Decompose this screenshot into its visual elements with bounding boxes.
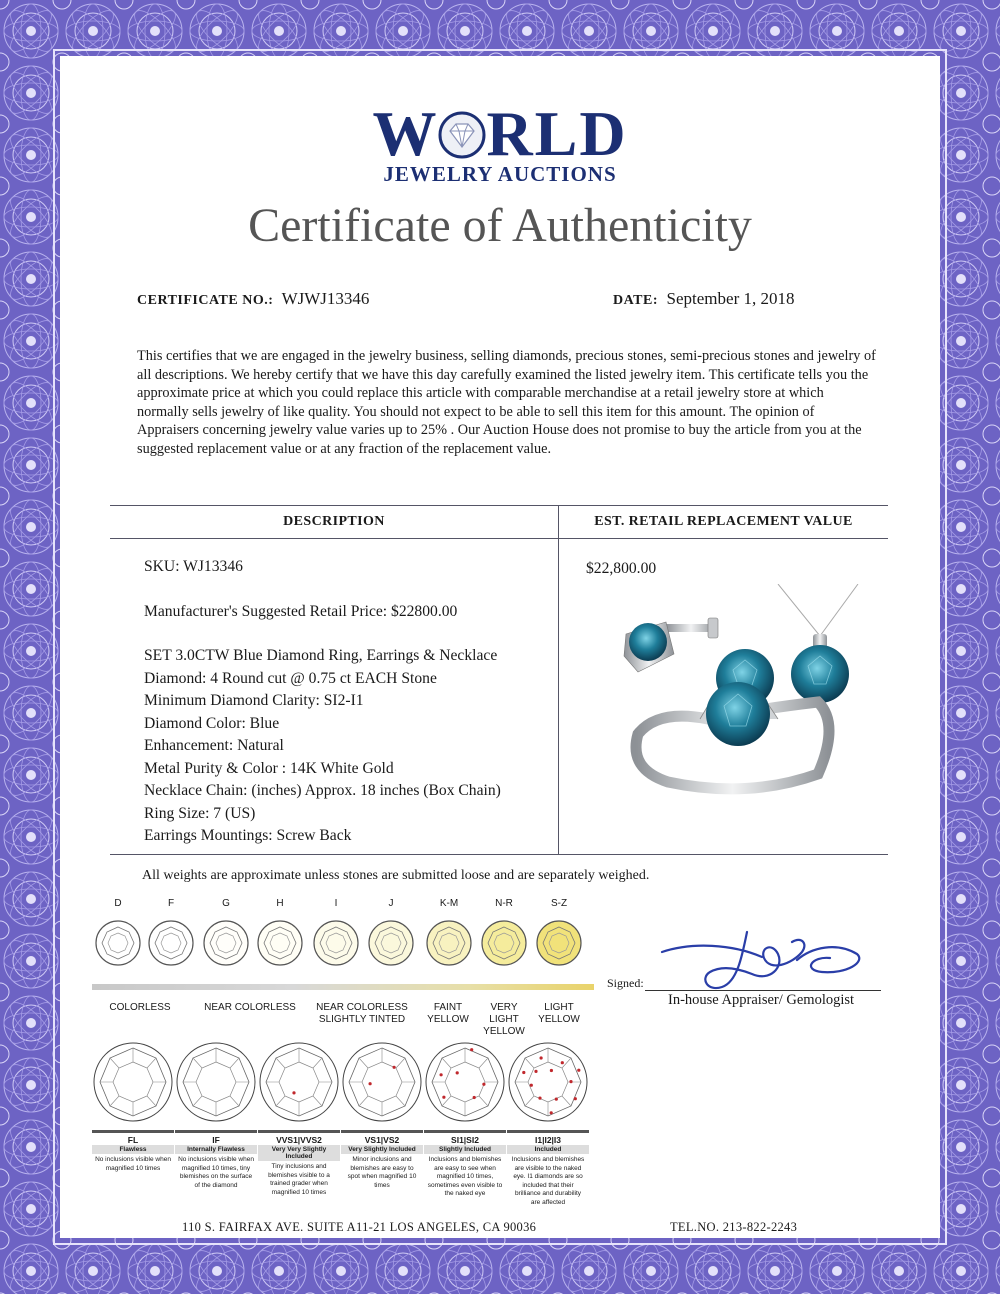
msrp-line: Manufacturer's Suggested Retail Price: $22800.00: [144, 602, 458, 620]
clarity-name: Slightly Included: [424, 1145, 506, 1154]
spec-list: [144, 645, 554, 848]
description-header: DESCRIPTION: [110, 506, 558, 539]
color-category-label: [423, 1002, 473, 1026]
spec-line: SET 3.0CTW Blue Diamond Ring, Earrings & Necklace: [144, 647, 498, 664]
color-grade-label: D: [114, 898, 122, 909]
color-stone-icon: [146, 918, 196, 968]
color-stone-icon: [93, 918, 143, 968]
color-stone-icon: [424, 918, 474, 968]
clarity-stone-icon: [341, 1038, 423, 1124]
color-stone-icon: [366, 918, 416, 968]
color-category-label: [476, 1002, 532, 1038]
clarity-grade: [175, 1130, 257, 1192]
spec-line: Minimum Diamond Clarity: SI2-I1: [144, 692, 364, 709]
color-stone-icon: [479, 918, 529, 968]
clarity-name: Flawless: [92, 1145, 174, 1154]
footer-telephone: TEL.NO. 213-822-2243: [670, 1220, 798, 1234]
logo-wordmark: W RLD: [372, 98, 628, 169]
color-category-line2: YELLOW: [538, 1014, 580, 1025]
spec-line: Diamond: 4 Round cut @ 0.75 ct EACH Stone: [144, 669, 437, 687]
clarity-description: No inclusions visible when magnified 10 times: [95, 1156, 171, 1172]
clarity-code: VVS1|VVS2: [276, 1135, 322, 1145]
color-grade-label: I: [334, 898, 338, 909]
clarity-stone-icon: [258, 1038, 340, 1124]
color-stone-icon: [255, 918, 305, 968]
color-grade-label: G: [222, 898, 230, 909]
clarity-grade: [258, 1130, 340, 1199]
clarity-name: Included: [507, 1145, 589, 1154]
clarity-description: No inclusions visible when magnified 10 times, tiny blemishes on the surface of the diamond: [178, 1156, 254, 1189]
spec-line: Enhancement: Natural: [144, 737, 284, 754]
spec-line: Metal Purity & Color : 14K White Gold: [144, 759, 394, 777]
color-category-label: [307, 1002, 417, 1026]
color-category-label: [95, 1002, 185, 1014]
jewelry-set-image: [608, 584, 878, 816]
spec-line: Earrings Mountings: Screw Back: [144, 827, 352, 844]
signature-block: [607, 908, 907, 1008]
certificate-body: [62, 58, 938, 1236]
color-category-line1: COLORLESS: [109, 1002, 171, 1013]
diamond-grading-chart: [92, 898, 604, 1238]
spec-line: Ring Size: 7 (US): [144, 804, 256, 822]
certificate-number: [137, 289, 369, 309]
color-scale-bar: [92, 984, 594, 990]
color-grade-label: F: [167, 898, 175, 909]
clarity-description: Inclusions and blemishes are visible to the naked eye. I1 diamonds are so included that their brilliance and durability are affected: [511, 1156, 585, 1206]
clarity-stone-icon: [92, 1038, 174, 1124]
logo-subtitle: JEWELRY AUCTIONS: [383, 162, 617, 186]
clarity-code: FL: [127, 1135, 139, 1145]
color-category-line1: NEAR COLORLESS: [204, 1002, 296, 1013]
color-grade-label: H: [276, 898, 284, 909]
description-table: [110, 505, 888, 855]
replacement-value: $22,800.00: [586, 560, 657, 577]
certificate-title: Certificate of Authenticity: [248, 199, 752, 252]
clarity-name: Very Slightly Included: [341, 1145, 423, 1154]
clarity-description: Inclusions and blemishes are easy to see when magnified 10 times, sometimes even visible to the naked eye: [427, 1156, 503, 1197]
clarity-grade: [424, 1130, 506, 1201]
footer-address: 110 S. FAIRFAX AVE. SUITE A11-21 LOS ANGELES, CA 90036: [182, 1220, 537, 1234]
diamond-icon: [438, 106, 486, 154]
description-cell: [144, 556, 554, 848]
certificate-date: [613, 289, 794, 309]
color-stone-icon: [534, 918, 584, 968]
clarity-code: SI1|SI2: [451, 1135, 479, 1145]
table-divider: [558, 506, 559, 854]
color-category-label: [534, 1002, 584, 1026]
date-value: September 1, 2018: [666, 289, 795, 308]
clarity-code: VS1|VS2: [364, 1135, 400, 1145]
color-category-label: [195, 1002, 305, 1014]
clarity-description: Minor inclusions and blemishes are easy to spot when magnified 10 times: [347, 1156, 417, 1189]
color-category-line2: YELLOW: [427, 1014, 469, 1025]
certificate-number-value: WJWJ13346: [281, 289, 370, 308]
spec-line: Necklace Chain: (inches) Approx. 18 inches (Box Chain): [144, 782, 501, 799]
color-grade-label: K-M: [439, 898, 459, 909]
spec-line: Diamond Color: Blue: [144, 714, 280, 732]
clarity-code: IF: [212, 1135, 220, 1145]
handwritten-signature: [652, 912, 872, 1002]
color-category-line1: FAINT: [433, 1002, 463, 1013]
color-stone-icon: [311, 918, 361, 968]
certificate-number-label: CERTIFICATE NO.:: [137, 293, 274, 308]
world-jewelry-logo: [62, 98, 938, 187]
appraiser-role: In-house Appraiser/ Gemologist: [668, 992, 855, 1008]
color-category-line1: NEAR COLORLESS: [316, 1002, 408, 1013]
clarity-code: I1|I2|I3: [534, 1135, 562, 1145]
color-category-line2: YELLOW: [483, 1026, 525, 1037]
clarity-name: Very Very Slightly Included: [258, 1145, 340, 1161]
clarity-stone-icon: [424, 1038, 506, 1124]
date-label: DATE:: [613, 293, 659, 308]
color-category-line1: LIGHT: [544, 1002, 574, 1013]
sku-line: SKU: WJ13346: [144, 558, 243, 575]
value-header: EST. RETAIL REPLACEMENT VALUE: [559, 506, 888, 539]
signed-label: Signed:: [607, 976, 644, 990]
color-grade-label: J: [388, 898, 394, 909]
color-category-line1: VERY LIGHT: [489, 1002, 519, 1025]
clarity-stone-icon: [175, 1038, 257, 1124]
clarity-grade: [92, 1130, 174, 1175]
color-category-line2: SLIGHTLY TINTED: [318, 1014, 406, 1025]
weights-note: All weights are approximate unless stones are submitted loose and are separately weighed.: [142, 868, 650, 883]
clarity-description: Tiny inclusions and blemishes visible to a trained grader when magnified 10 times: [268, 1163, 330, 1196]
color-stone-icon: [201, 918, 251, 968]
clarity-grade: [507, 1130, 589, 1209]
certification-paragraph: This certifies that we are engaged in the jewelry business, selling diamonds, precious stones, semi-precious stones and jewelry of all descriptions. We hereby certify that we have this day carefully examined the listed jewelry item. This certificate tells you the approximate price at which you could replace this article with comparable merchandise at a retail jewelry store at which normally sells jewelry of like quality. You should not expect to be able to sell this item for this amount. The opinion of Appraisers concerning jewelry value varies up to 25% . Our Auction House does not promise to buy the article from you at the suggested replacement value or at any fraction of the replacement value.: [137, 348, 876, 457]
clarity-stone-icon: [507, 1038, 589, 1124]
color-grade-label: S-Z: [550, 898, 568, 909]
clarity-name: Internally Flawless: [175, 1145, 257, 1154]
clarity-grade: [341, 1130, 423, 1192]
color-grade-label: N-R: [495, 898, 513, 909]
